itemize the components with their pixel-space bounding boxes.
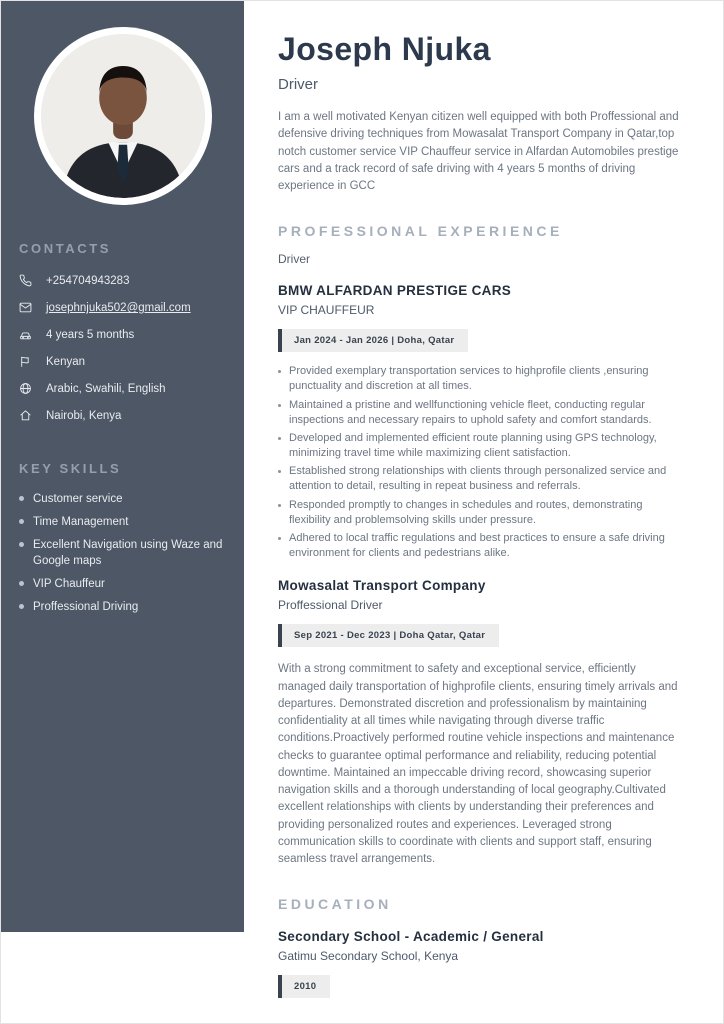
contact-item-phone <box>19 273 226 289</box>
education-section-heading: EDUCATION <box>278 896 392 913</box>
page-title: Joseph Njuka <box>278 31 491 67</box>
company-name: Mowasalat Transport Company <box>278 578 486 594</box>
bullet-text: Provided exemplary transportation services to highprofile clients ,ensuring punctuality and discretion at all times. <box>289 365 649 393</box>
bullet-text: Maintained a pristine and wellfunctioning vehicle fleet, conducting regular inspections and necessary repairs to uphold safety and comfort standards. <box>289 398 652 426</box>
experience-icon <box>19 328 33 341</box>
contact-item-experience <box>19 327 226 343</box>
bullet-icon <box>19 542 24 547</box>
date-location-badge <box>278 624 499 647</box>
experience-entry-mowasalat <box>278 578 683 868</box>
main-content <box>244 1 723 1023</box>
experience-bullet <box>278 498 683 528</box>
bullet-icon <box>278 370 281 373</box>
skill-label: Customer service <box>33 492 123 505</box>
bullet-icon <box>19 496 24 501</box>
skill-item <box>19 576 226 592</box>
contact-item-languages <box>19 381 226 397</box>
bullet-text: Developed and implemented efficient route planning using GPS technology, minimizing travel time while maximizing client satisfaction. <box>289 431 657 460</box>
experience-role-overview: Driver <box>278 252 310 267</box>
key-skills-heading: KEY SKILLS <box>19 460 122 476</box>
education-program: Secondary School - Academic / General <box>278 929 544 945</box>
contact-languages-value: Arabic, Swahili, English <box>46 383 166 396</box>
date-location-text: Jan 2024 - Jan 2026 | Doha, Qatar <box>294 335 455 347</box>
home-icon <box>19 409 33 422</box>
job-role-subtitle: Driver <box>278 76 318 93</box>
language-icon <box>19 382 33 395</box>
skill-label: VIP Chauffeur <box>33 577 105 590</box>
experience-description: With a strong commitment to safety and exceptional service, efficiently managed daily transportation of highprofile clients, ensuring timely arrivals and departures. Demonstrated discretion and professionalism by maintaining confidentiality at all times while navigating through diverse traffic conditions.Proactively performed routine vehicle inspections and maintenance checks to guarantee optimal performance and reliability, reducing potential downtime. Maintained an impeccable driving record, showcasing superior navigation skills and a thorough understanding of local geography.Cultivated excellent relationships with clients by understanding their preferences and providing personalized routes and experiences. Leveraged strong communication skills to coordinate with clients and support staff, ensuring seamless travel arrangements. <box>278 663 678 866</box>
contact-phone-value: +254704943283 <box>46 275 130 287</box>
bullet-icon <box>19 581 24 586</box>
date-location-badge <box>278 329 468 352</box>
bullet-icon <box>19 519 24 524</box>
education-date-badge <box>278 975 330 998</box>
contact-email-value[interactable]: josephnjuka502@gmail.com <box>46 302 191 315</box>
bullet-icon <box>278 470 281 473</box>
bullet-text: Established strong relationships with clients through personalized service and attention to detail, resulting in repeat business and referrals. <box>289 465 667 493</box>
bullet-text: Responded promptly to changes in schedules and routes, demonstrating flexibility and problemsolving skills under pressure. <box>289 498 643 526</box>
skill-label: Excellent Navigation using Waze and Google maps <box>33 538 223 567</box>
skills-list <box>19 491 226 616</box>
skill-label: Proffessional Driving <box>33 601 139 614</box>
education-school: Gatimu Secondary School, Kenya <box>278 949 459 964</box>
experience-bullet <box>278 531 683 561</box>
profile-summary: I am a well motivated Kenyan citizen well equipped with both Proffessional and defensive driving techniques from Mowasalat Transport Company in Qatar,top notch customer service VIP Chauffeur service in Alfardan Automobiles prestige cars and a track record of safe driving with 4 years 5 months of driving experience in GCC <box>278 111 679 192</box>
skill-item <box>19 514 226 530</box>
email-icon <box>19 301 33 314</box>
profile-photo <box>34 27 212 205</box>
company-name: BMW ALFARDAN PRESTIGE CARS <box>278 283 512 299</box>
experience-section-heading: PROFESSIONAL EXPERIENCE <box>278 223 563 240</box>
contacts-heading: CONTACTS <box>19 241 112 256</box>
job-title: VIP CHAUFFEUR <box>278 303 375 318</box>
contact-location-value: Nairobi, Kenya <box>46 410 122 423</box>
skill-item <box>19 537 226 569</box>
contact-item-nationality <box>19 354 226 370</box>
bullet-icon <box>278 404 281 407</box>
bullet-icon <box>278 537 281 540</box>
date-location-text: Sep 2021 - Dec 2023 | Doha Qatar, Qatar <box>294 630 486 642</box>
nationality-icon <box>19 355 33 368</box>
bullet-text: Adhered to local traffic regulations and best practices to ensure a safe driving environment for clients and pedestrians alike. <box>289 531 665 560</box>
education-entry <box>278 929 683 998</box>
sidebar <box>1 1 244 932</box>
phone-icon <box>19 274 33 287</box>
experience-bullet <box>278 364 683 394</box>
bullet-icon <box>19 604 24 609</box>
contact-item-location <box>19 408 226 424</box>
experience-entry-bmw <box>278 283 683 561</box>
experience-bullet <box>278 431 683 461</box>
bullet-icon <box>278 504 281 507</box>
skill-item <box>19 491 226 507</box>
skill-item <box>19 599 226 615</box>
experience-bullet <box>278 398 683 428</box>
contact-experience-value: 4 years 5 months <box>46 329 135 342</box>
contact-item-email <box>19 300 226 316</box>
contact-nationality-value: Kenyan <box>46 356 86 369</box>
experience-bullet-list <box>278 364 683 561</box>
contacts-list <box>19 273 226 425</box>
education-date-text: 2010 <box>294 981 317 993</box>
job-title: Proffessional Driver <box>278 598 383 613</box>
experience-bullet <box>278 464 683 494</box>
profile-photo-image <box>41 34 205 198</box>
skill-label: Time Management <box>33 515 129 528</box>
bullet-icon <box>278 437 281 440</box>
